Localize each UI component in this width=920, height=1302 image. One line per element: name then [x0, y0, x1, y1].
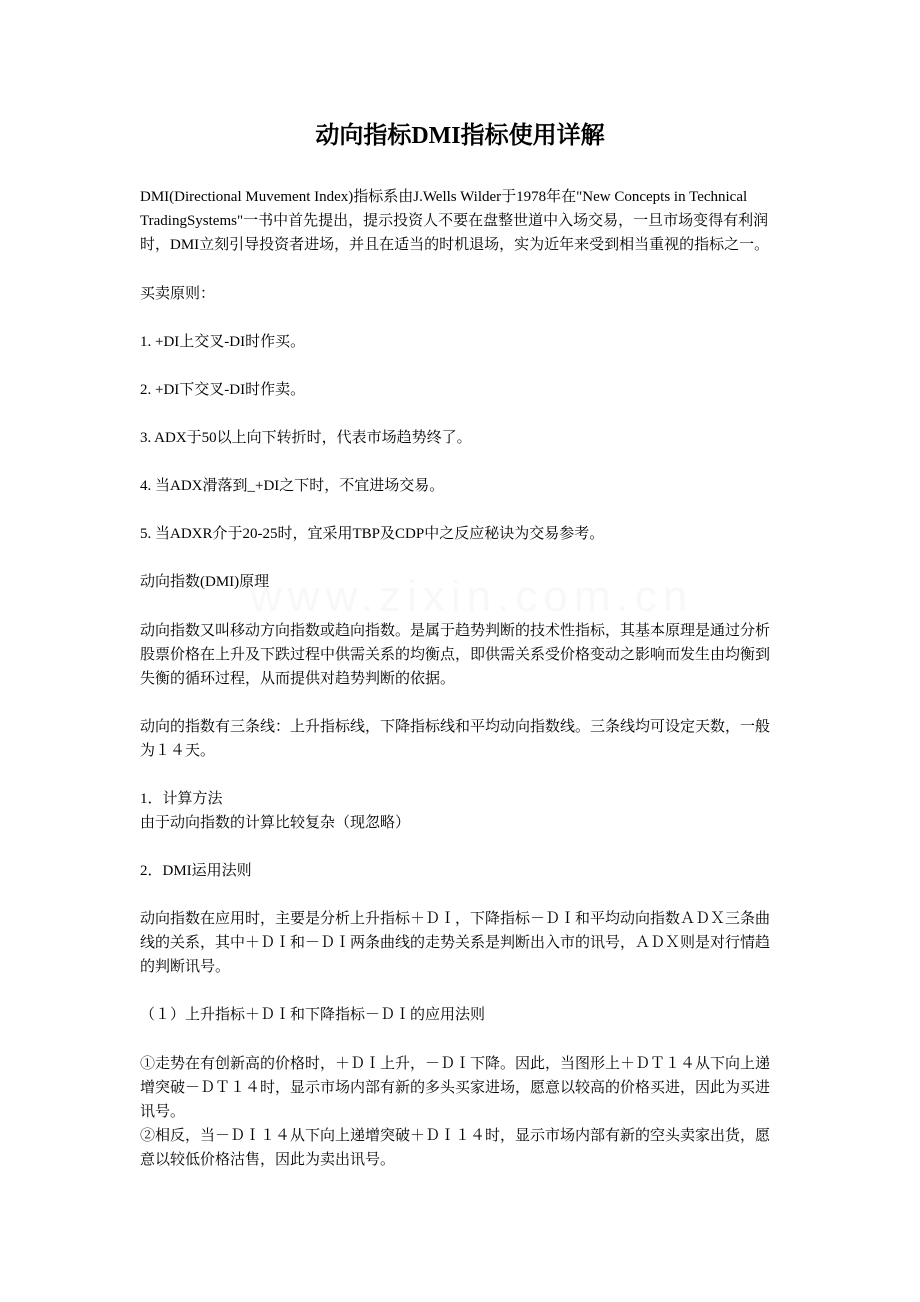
- principle-line: 失衡的循环过程，从而提供对趋势判断的依据。: [140, 671, 456, 687]
- usage-paragraph: [140, 907, 822, 979]
- point-line: 增突破－ＤＴ１４时，显示市场内部有新的多头买家进场，愿意以较高的价格买进，因此为买进: [140, 1080, 771, 1096]
- principle-paragraph: [140, 619, 822, 691]
- rule-item-5: 5. 当ADXR介于20-25时，宜采用TBP及CDP中之反应秘诀为交易参考。: [140, 526, 605, 542]
- rule-item-4: 4. 当ADX滑落到_+DI之下时，不宜进场交易。: [140, 478, 445, 494]
- calc-section: [140, 787, 822, 835]
- lines-description: [140, 715, 822, 763]
- intro-paragraph: [140, 185, 822, 257]
- watermark-text: www.zixin.com.cn: [250, 572, 694, 621]
- intro-line: 时，DMI立刻引导投资者进场，并且在适当的时机退场，实为近年来受到相当重视的指标之一。: [140, 237, 770, 253]
- rule-item-1: 1. +DI上交叉-DI时作买。: [140, 334, 306, 350]
- lines-description-line: 动向的指数有三条线：上升指标线，下降指标线和平均动向指数线。三条线均可设定天数，一般: [140, 719, 771, 735]
- point-line: ①走势在有创新高的价格时，＋ＤＩ上升，－ＤＩ下降。因此，当图形上＋ＤＴ１４从下向上递: [140, 1056, 771, 1072]
- principle-heading: 动向指数(DMI)原理: [140, 574, 270, 590]
- sub-heading: （１）上升指标＋ＤＩ和下降指标－ＤＩ的应用法则: [140, 1007, 486, 1023]
- usage-line: 动向指数在应用时，主要是分析上升指标＋ＤＩ，下降指标－ＤＩ和平均动向指数ＡＤＸ三条曲: [140, 911, 771, 927]
- point-line: 意以较低价格沽售，因此为卖出讯号。: [140, 1152, 396, 1168]
- usage-line: 的判断讯号。: [140, 959, 231, 975]
- calc-note: 由于动向指数的计算比较复杂（现忽略）: [140, 815, 411, 831]
- usage-heading: 2．DMI运用法则: [140, 863, 252, 879]
- point-line: 讯号。: [140, 1104, 186, 1120]
- rule-item-3: 3. ADX于50以上向下转折时，代表市场趋势终了。: [140, 430, 472, 446]
- page-title: 动向指标DMI指标使用详解: [315, 123, 605, 149]
- rule-item-2: 2. +DI下交叉-DI时作卖。: [140, 382, 306, 398]
- principle-line: 动向指数又叫移动方向指数或趋向指数。是属于趋势判断的技术性指标，其基本原理是通过分析: [140, 623, 771, 639]
- point-line: ②相反，当－ＤＩ１４从下向上递增突破＋ＤＩ１４时，显示市场内部有新的空头卖家出货，愿: [140, 1128, 771, 1144]
- usage-line: 线的关系，其中＋ＤＩ和－ＤＩ两条曲线的走势关系是判断出入市的讯号，ＡＤＸ则是对行情趋: [140, 935, 771, 951]
- rules-heading: 买卖原则：: [140, 286, 216, 302]
- points-paragraph: [140, 1052, 822, 1172]
- calc-heading: 1．计算方法: [140, 791, 223, 807]
- intro-line: DMI(Directional Muvement Index)指标系由J.Wells Wilder于1978年在"New Concepts in Technical: [140, 189, 748, 205]
- intro-line: TradingSystems"一书中首先提出，提示投资人不要在盘整世道中入场交易，一旦市场变得有利润: [140, 213, 769, 229]
- principle-line: 股票价格在上升及下跌过程中供需关系的均衡点，即供需关系受价格变动之影响而发生由均衡到: [140, 647, 771, 663]
- lines-description-line: 为１４天。: [140, 743, 216, 759]
